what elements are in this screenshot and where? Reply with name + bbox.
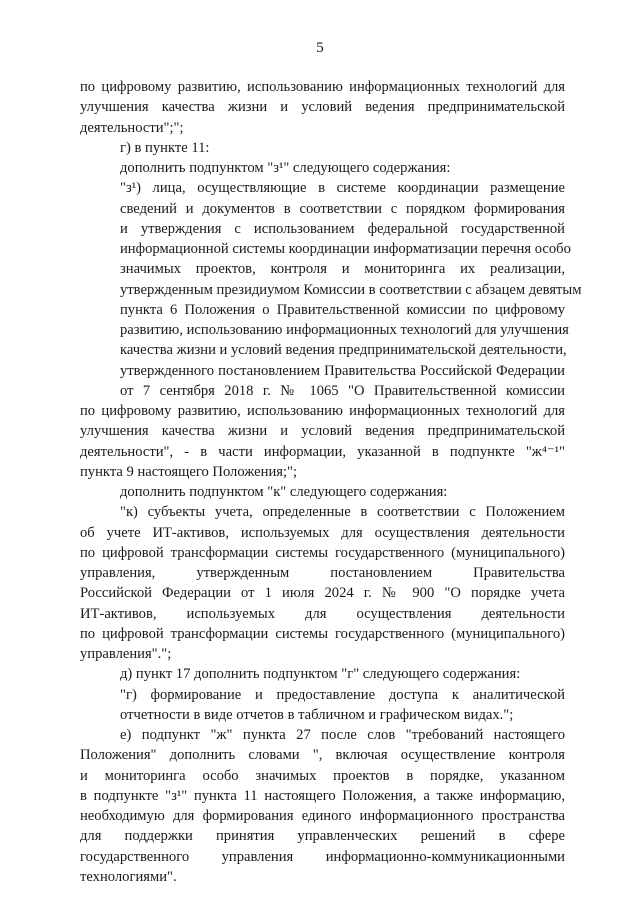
- text-line: "з¹) лица, осуществляющие в системе координации размещение: [120, 180, 565, 197]
- text-line: для поддержки принятия управленческих решений в сфере: [80, 828, 565, 845]
- text-line: сведений и документов в соответствии с порядком формирования: [120, 200, 565, 217]
- text-line: деятельности", - в части информации, указанной в подпункте "ж⁴⁻¹": [80, 443, 565, 460]
- text-line: пункта 6 Положения о Правительственной комиссии по цифровому: [120, 301, 565, 318]
- text-line: об учете ИТ-активов, используемых для осуществления деятельности: [80, 524, 565, 541]
- text-line: информационной системы координации информатизации перечня особо: [120, 241, 571, 257]
- text-line: качества жизни и условий ведения предпринимательской деятельности,: [120, 342, 567, 359]
- text-line: отчетности в виде отчетов в табличном и графическом видах.";: [120, 706, 514, 723]
- text-line: и мониторинга особо значимых проектов в порядке, указанном: [80, 767, 565, 784]
- text-line: деятельности";";: [80, 119, 184, 136]
- text-line: управления, утвержденным постановлением Правительства: [80, 565, 565, 581]
- text-line: "г) формирование и предоставление доступа к аналитической: [120, 686, 565, 703]
- text-line: по цифровому развитию, использованию информационных технологий для: [80, 403, 565, 419]
- text-line: улучшения качества жизни и условий ведения предпринимательской: [80, 423, 565, 440]
- text-line: и утверждения с использованием федеральной государственной: [120, 220, 565, 237]
- text-line: Положения" дополнить словами ", включая осуществление контроля: [80, 747, 565, 764]
- text-line: дополнить подпунктом "к" следующего содержания:: [120, 484, 448, 500]
- text-line: технологиями".: [80, 868, 177, 885]
- text-line: Российской Федерации от 1 июля 2024 г. № 900 "О порядке учета: [80, 585, 565, 602]
- text-line: дополнить подпунктом "з¹" следующего содержания:: [120, 160, 451, 176]
- text-line: улучшения качества жизни и условий ведения предпринимательской: [80, 99, 565, 116]
- text-line: ИТ-активов, используемых для осуществления деятельности: [80, 605, 565, 622]
- text-line: г) в пункте 11:: [120, 139, 210, 156]
- text-line: "к) субъекты учета, определенные в соответствии с Положением: [120, 504, 565, 521]
- text-line: управления".";: [80, 646, 172, 662]
- text-line: д) пункт 17 дополнить подпунктом "г" следующего содержания:: [120, 666, 521, 683]
- text-line: е) подпункт "ж" пункта 27 после слов "требований настоящего: [120, 727, 565, 743]
- text-line: необходимую для формирования единого информационного пространства: [80, 808, 565, 824]
- text-line: пункта 9 настоящего Положения;";: [80, 463, 298, 480]
- text-line: по цифровой трансформации системы государственного (муниципального): [80, 544, 565, 561]
- text-line: по цифровому развитию, использованию информационных технологий для: [80, 79, 565, 95]
- text-line: утвержденным президиумом Комиссии в соответствии с абзацем девятым: [120, 281, 582, 298]
- page-number: 5: [316, 40, 324, 56]
- text-line: развитию, использованию информационных технологий для улучшения: [120, 322, 569, 338]
- text-line: по цифровой трансформации системы государственного (муниципального): [80, 625, 565, 642]
- text-line: государственного управления информационно-коммуникационными: [80, 848, 565, 865]
- text-line: утвержденного постановлением Правительства Российской Федерации: [120, 362, 565, 379]
- document-body: [80, 77, 582, 887]
- text-line: значимых проектов, контроля и мониторинга их реализации,: [120, 261, 565, 278]
- text-line: в подпункте "з¹" пункта 11 настоящего Положения, а также информацию,: [80, 787, 565, 804]
- text-line: от 7 сентября 2018 г. № 1065 "О Правительственной комиссии: [120, 382, 565, 399]
